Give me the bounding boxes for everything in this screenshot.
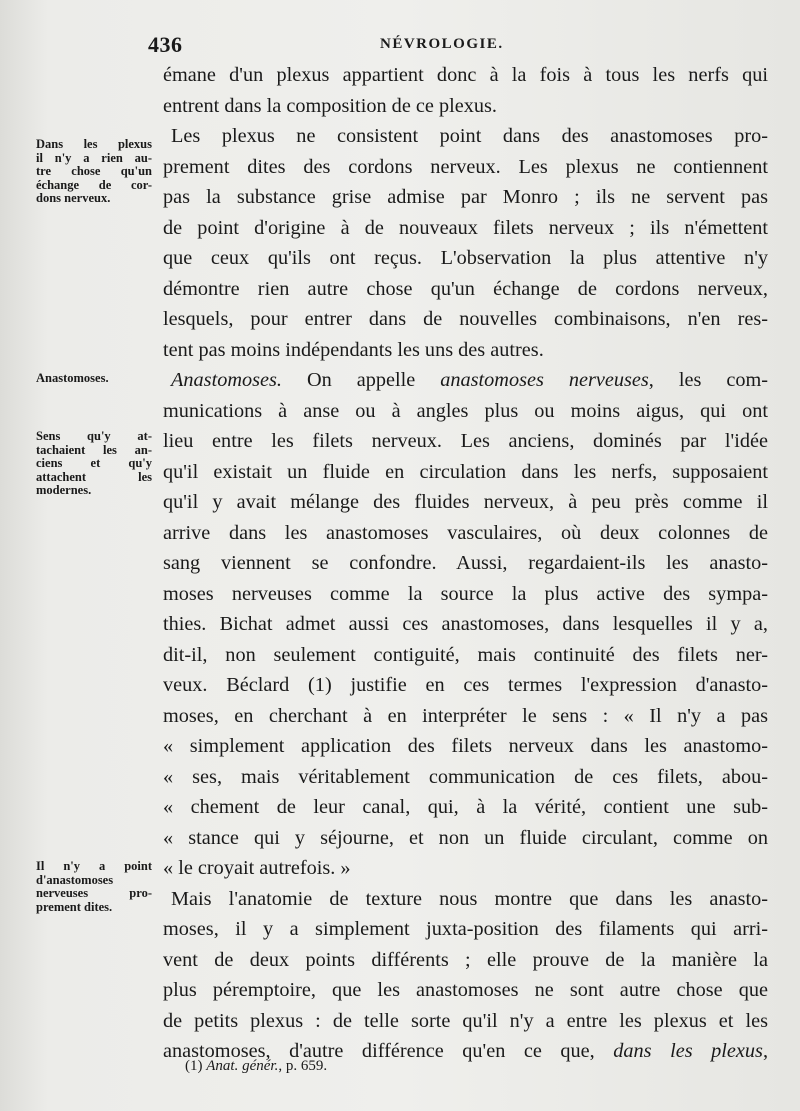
text-line: Les plexus ne consistent point dans des anastomoses pro-	[171, 125, 768, 147]
text-line: lesquels, pour entrer dans de nouvelles combinaisons, n'en res-	[163, 308, 768, 330]
text-line: thies. Bichat admet aussi ces anastomoses, dans lesquelles il y a,	[163, 613, 768, 635]
text-line: plus péremptoire, que les anastomoses ne sont autre chose que	[163, 979, 768, 1001]
text-line: vent de deux points différents ; elle prouve de la manière la	[163, 948, 768, 971]
margin-note-line: Il n'y a point	[36, 859, 152, 873]
italic-term: dans les plexus	[613, 1040, 763, 1062]
text-line: de point d'origine à de nouveaux filets nerveux ; ils n'émettent	[163, 216, 768, 239]
text-line: « ses, mais véritablement communication de ces filets, abou-	[163, 765, 768, 788]
text-line: pas la substance grise admise par Monro ; ils ne servent pas	[163, 186, 768, 208]
body-text	[163, 60, 768, 1067]
text-line: arrive dans les anastomoses vasculaires, où deux colonnes de	[163, 521, 768, 544]
text-line: « stance qui y séjourne, et non un fluide circulant, comme on	[163, 826, 768, 849]
margin-note-line: attachent les	[36, 469, 152, 484]
text-line: veux. Béclard (1) justifie en ces termes l'expression d'anasto-	[163, 674, 768, 696]
margin-note-line: tre chose qu'un	[36, 164, 152, 178]
margin-note-plexus	[36, 138, 152, 206]
text-line: « le croyait autrefois. »	[163, 857, 351, 879]
margin-note-line: d'anastomoses	[36, 872, 114, 887]
paragraph-texture	[163, 884, 768, 1067]
footnote-marker: (1)	[185, 1058, 203, 1074]
margin-note-anastomoses	[36, 372, 152, 386]
paragraph-anastomoses	[163, 365, 768, 884]
text-line: que ceux qu'ils ont reçus. L'observation la plus attentive n'y	[163, 247, 768, 269]
text-line: munications à anse ou à angles plus ou moins aigus, qui ont	[163, 399, 768, 422]
text-line: « chement de leur canal, qui, à la vérité, contient une sub-	[163, 796, 768, 818]
text-line: qu'il y avait mélange des fluides nerveux, à peu près comme il	[163, 491, 768, 513]
text-run: anastomoses, d'autre différence qu'en ce que,	[163, 1040, 614, 1062]
paragraph-0	[163, 60, 768, 121]
margin-note-line: tachaient les an-	[36, 442, 152, 457]
paragraph-plexus	[163, 121, 768, 365]
margin-note-line: Sens qu'y at-	[36, 429, 152, 443]
text-line: émane d'un plexus appartient donc à la fois à tous les nerfs qui	[163, 64, 768, 86]
text-line: de petits plexus : de telle sorte qu'il n'y a entre les plexus et les	[163, 1009, 768, 1032]
text-line: qu'il existait un fluide en circulation dans les nerfs, supposaient	[163, 460, 768, 483]
text-line	[163, 365, 768, 396]
text-line: sang viennent se confondre. Aussi, regardaient-ils les anasto-	[163, 552, 768, 574]
text-line: tent pas moins indépendants les uns des autres.	[163, 338, 544, 361]
text-run: On appelle	[281, 369, 441, 391]
margin-note-line: échange de cor-	[36, 177, 152, 192]
footnote-source: Anat. génér.	[206, 1058, 279, 1074]
footnote-rest: , p. 659.	[278, 1058, 328, 1074]
text-line: moses nerveuses comme la source la plus active des sympa-	[163, 582, 768, 605]
footnote	[185, 1058, 327, 1075]
margin-note-line: Dans les plexus	[36, 137, 152, 151]
text-line: prement dites des cordons nerveux. Les plexus ne contiennent	[163, 155, 768, 178]
margin-note-sens	[36, 430, 152, 498]
margin-note-line: il n'y a rien au-	[36, 150, 152, 165]
page-number: 436	[148, 32, 183, 57]
text-line: « simplement application des filets nerveux dans les anastomo-	[163, 735, 768, 757]
text-line: entrent dans la composition de ce plexus.	[163, 94, 497, 117]
margin-note-line: modernes.	[36, 483, 92, 497]
margin-note-line: Anastomoses.	[36, 371, 109, 385]
text-line: moses, il y a simplement juxta-position des filaments qui arri-	[163, 918, 768, 940]
text-line: démontre rien autre chose qu'un échange de cordons nerveux,	[163, 277, 768, 300]
text-line: moses, en cherchant à en interpréter le sens : « Il n'y a pas	[163, 704, 768, 727]
italic-term: anastomoses nerveuses	[440, 369, 649, 391]
page-header	[148, 30, 758, 60]
text-line: Mais l'anatomie de texture nous montre que dans les anasto-	[171, 887, 768, 910]
margin-note-line: dons nerveux.	[36, 191, 111, 205]
italic-lead: Anastomoses.	[171, 369, 282, 391]
margin-note-line: nerveuses pro-	[36, 886, 152, 900]
text-run: , les com-	[648, 369, 768, 391]
margin-note-line: prement dites.	[36, 899, 113, 914]
text-line: dit-il, non seulement contiguité, mais continuité des filets ner-	[163, 643, 768, 666]
text-run: ,	[762, 1040, 769, 1062]
running-title: NÉVROLOGIE.	[380, 36, 504, 52]
margin-note-line: ciens et qu'y	[36, 456, 152, 470]
margin-note-point	[36, 860, 152, 914]
text-line: lieu entre les filets nerveux. Les anciens, dominés par l'idée	[163, 430, 768, 452]
